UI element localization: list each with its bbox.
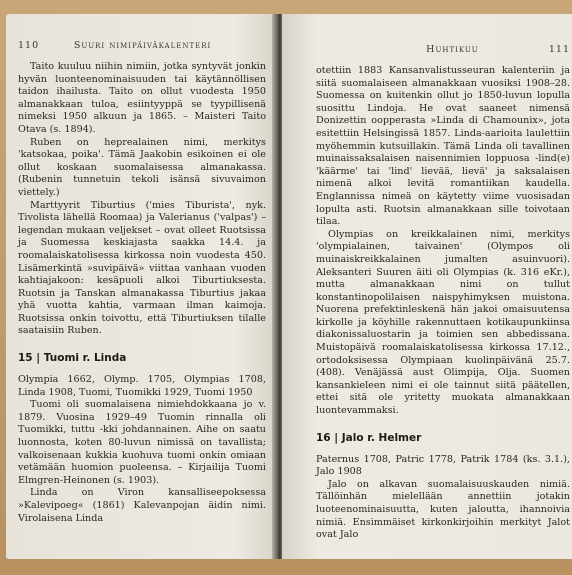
left-paragraph: Tuomi oli suomalaisena nimiehdokkaana jo v. 1879. Vuosina 1929–49 Tuomin rinnalla oli Tuomikki, tuttu -kki johdannainen. Aihe on saatu luonnosta, koten 80-luvun nimissä on tavallista; valkoisenaan kukkia kuohuva tuomi onkin omiaan vetämään huomion puoleensa. – Kirjailija Tuomi Elmgren-Heinonen (s. 1903). (18, 399, 266, 486)
left-paragraph: Ruben on heprealainen nimi, merkitys 'katsokaa, poika'. Tämä Jaakobin esikoinen ei ole ollut koskaan suomalaisessa almanakassa. (Rubenin tunnetuin tekoli isänsä sivuvaimon viettely.) (18, 136, 266, 198)
left-paragraph: Olympia 1662, Olymp. 1705, Olympias 1708, Linda 1908, Tuomi, Tuomikki 1929, Tuomi 1950 (18, 374, 266, 398)
right-page-number: 111 (548, 44, 570, 55)
right-paragraph: Olympias on kreikkalainen nimi, merkitys 'olympialainen, taivainen' (Olympos oli muinaiskreikkalainen jumalten asuinvuori). Aleksanteri Suuren äiti oli Olympias (k. 316 eKr.), mutta almanakkaan nimi on tullut konstantinopolilaisen naispyhimyksen muistona. Nuorena prefektinleskenä hän jakoi omaisuutensa kirkolle ja köyhille rakennuttaen kotikaupunkiinsa diakonissaluostarin ja toimien sen abbedissana. Muistopäivä roomalaiskatolisessa kirkossa 17.12., ortodoksisessa Olympiaan kuolinpäivänä 25.7. (408). Venäjässä aust Olimpija, Olja. Suomen kansankieleen nimi ei ole tainnut siitä päätellen, ettei sitä ole yritetty muokata almanakkaan luontevammaksi. (316, 228, 570, 417)
right-paragraph: Jalo on alkavan suomalaisuuskauden nimiä. Tällöinhän mielellään annettiin jotakin luoteenominaisuutta, kuten jaloutta, ihannoivia nimiä. Ensimmäiset kirkonkirjoihin merkityt Jalot ovat Jalo (316, 478, 570, 541)
right-page (282, 14, 572, 559)
left-running-head (18, 40, 266, 51)
right-entry-heading: 16 | Jalo r. Helmer (316, 431, 422, 444)
left-body-text (18, 61, 266, 525)
left-paragraph: Linda on Viron kansalliseepoksessa »Kalevipoeg« (1861) Kalevanpojan äidin nimi. Virolaisena Linda (18, 487, 266, 524)
open-book (6, 14, 572, 559)
left-page-number: 110 (18, 40, 40, 51)
left-paragraph: Taito kuuluu niihin nimiin, jotka syntyvät jonkin hyvän luonteenominaisuuden tai käytännöllisen taidon ihailusta. Taito on ollut vuodesta 1950 almanakkaan tuloa, esiintyyppä se tyypillisenä nimeksi 1950 alkuun ja 1865. – Maisteri Taito Otava (s. 1894). (18, 61, 266, 135)
left-entry-heading: 15 | Tuomi r. Linda (18, 352, 127, 365)
right-running-title: Huhtikuu (426, 44, 479, 55)
left-running-title: Suuri nimipäiväkalenteri (73, 40, 212, 51)
right-paragraph: otettiin 1883 Kansanvalistusseuran kalenteriin ja siitä suomalaiseen almanakkaan vuosiksi 1908–28. Suomessa on kuitenkin ollut jo 1850-luvun lopulla suosittu Lindoja. He ovat saaneet nimensä Donizettin oopperasta »Linda di Chamounix», jota esitettiin Helsingissä 1857. Linda-aarioita laulettiin myöhemmin kutsuillakin. Tämä Linda oli tavallinen muinaissaksalaisen naisennimien loppuosa -lind(e) 'käärme' tai 'lind' lievää, lievä' ja saksalaisen nimenä alkoi levitä romantiikan kaudella. Englannissa nimeä on käytetty viime vuosisadan lopulta asti. Ruotsin almanakkaan sille toivotaan tilaa. (316, 65, 570, 228)
left-paragraph: Marttyyrit Tiburtius ('mies Tiburista', nyk. Tivolista lähellä Roomaa) ja Valerianus ('valpas') – legendan mukaan veljekset – ovat olleet Ruotsissa ja Suomessa keskiajasta saakka 14.4. ja roomalaiskatolisessa kirkossa noin vuodesta 450. Lisämerkintä »suvipäivä» viittaa vanhaan vuoden kahtiajakoon: kesäpuoli alkoi Tiburtiuksesta. Ruotsin ja Tanskan almanakassa Tiburtius jakaa yhä vuotta kahtia, varmaan ilman kaimoja. Ruotsissa onkin toivottu, että Tiburtiuksen tilalle saataisiin Ruben. (18, 199, 266, 337)
right-running-head (316, 44, 570, 55)
right-body-text (316, 65, 570, 542)
right-paragraph: Paternus 1708, Patric 1778, Patrik 1784 (ks. 3.1.), Jalo 1908 (316, 453, 570, 478)
left-page (6, 14, 276, 559)
